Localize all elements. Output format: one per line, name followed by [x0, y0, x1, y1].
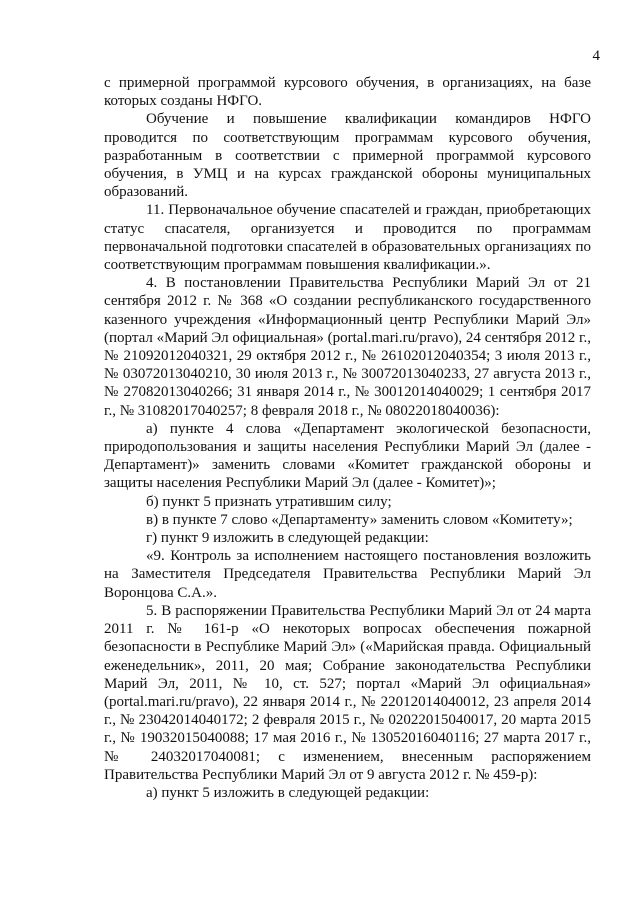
paragraph: а) пункт 5 изложить в следующей редакции: — [146, 784, 430, 801]
paragraph: а) пункте 4 слова «Департамент экологической безопасности, природопользования и защиты населения Республики Марий Эл (далее - Департамент)» заменить словами «Комитет гражданской обороны и защиты населения Республики Марий Эл (далее - Комитет)»; — [104, 420, 591, 492]
paragraph: 5. В распоряжении Правительства Республики Марий Эл от 24 марта 2011 г. № 161-р «О некоторых вопросах обеспечения пожарной безопасности в Республике Марий Эл» («Марийская правда. Официальный еженедельник», 2011, 20 мая; Собрание законодательства Республики Марий Эл, 2011, № 10, ст. 527; портал «Марий Эл официальная» (portal.mari.ru/pravo), 22 января 2014 г., № 22012014040012, 23 апреля 2014 г., № 23042014040172; 2 февраля 2015 г., № 02022015040017, 20 марта 2015 г., № 19032015040088; 17 мая 2016 г., № 13052016040116; 27 марта 2017 г., № 24032017040081; с изменением, внесенным распоряжением Правительства Республики Марий Эл от 9 августа 2012 г. № 459-р): — [104, 602, 591, 783]
paragraph: «9. Контроль за исполнением настоящего постановления возложить на Заместителя Председателя Правительства Республики Марий Эл Воронцова С.А.». — [104, 548, 591, 601]
paragraph: 4. В постановлении Правительства Республики Марий Эл от 21 сентября 2012 г. № 368 «О создании республиканского государственного казенного учреждения «Информационный центр Республики Марий Эл» (портал «Марий Эл официальная» (portal.mari.ru/pravo), 24 сентября 2012 г., № 21092012040321, 29 октября 2012 г., № 26102012040354; 3 июля 2013 г., № 03072013040210, 30 июля 2013 г., № 30072013040233, 27 августа 2013 г., № 27082013040266; 31 января 2014 г., № 30012014040029; 1 сентября 2017 г., № 31082017040257; 8 февраля 2018 г., № 08022018040036): — [104, 275, 591, 419]
paragraph: 11. Первоначальное обучение спасателей и граждан, приобретающих статус спасателя, организуется и проводится по программам первоначальной подготовки спасателей в образовательных организациях по соответствующим программам повышения квалификации.». — [104, 202, 591, 274]
document-body — [104, 74, 591, 802]
paragraph: б) пункт 5 признать утратившим силу; — [146, 493, 392, 510]
paragraph: в) в пункте 7 слово «Департаменту» заменить словом «Комитету»; — [146, 511, 573, 528]
paragraph: Обучение и повышение квалификации командиров НФГО проводится по соответствующим программам курсового обучения, разработанным в соответствии с примерной программой курсового обучения, в УМЦ и на курсах гражданской обороны муниципальных образований. — [104, 111, 591, 201]
paragraph: с примерной программой курсового обучения, в организациях, на базе которых созданы НФГО. — [104, 75, 591, 110]
page-number: 4 — [592, 48, 600, 64]
paragraph: г) пункт 9 изложить в следующей редакции: — [146, 530, 429, 547]
